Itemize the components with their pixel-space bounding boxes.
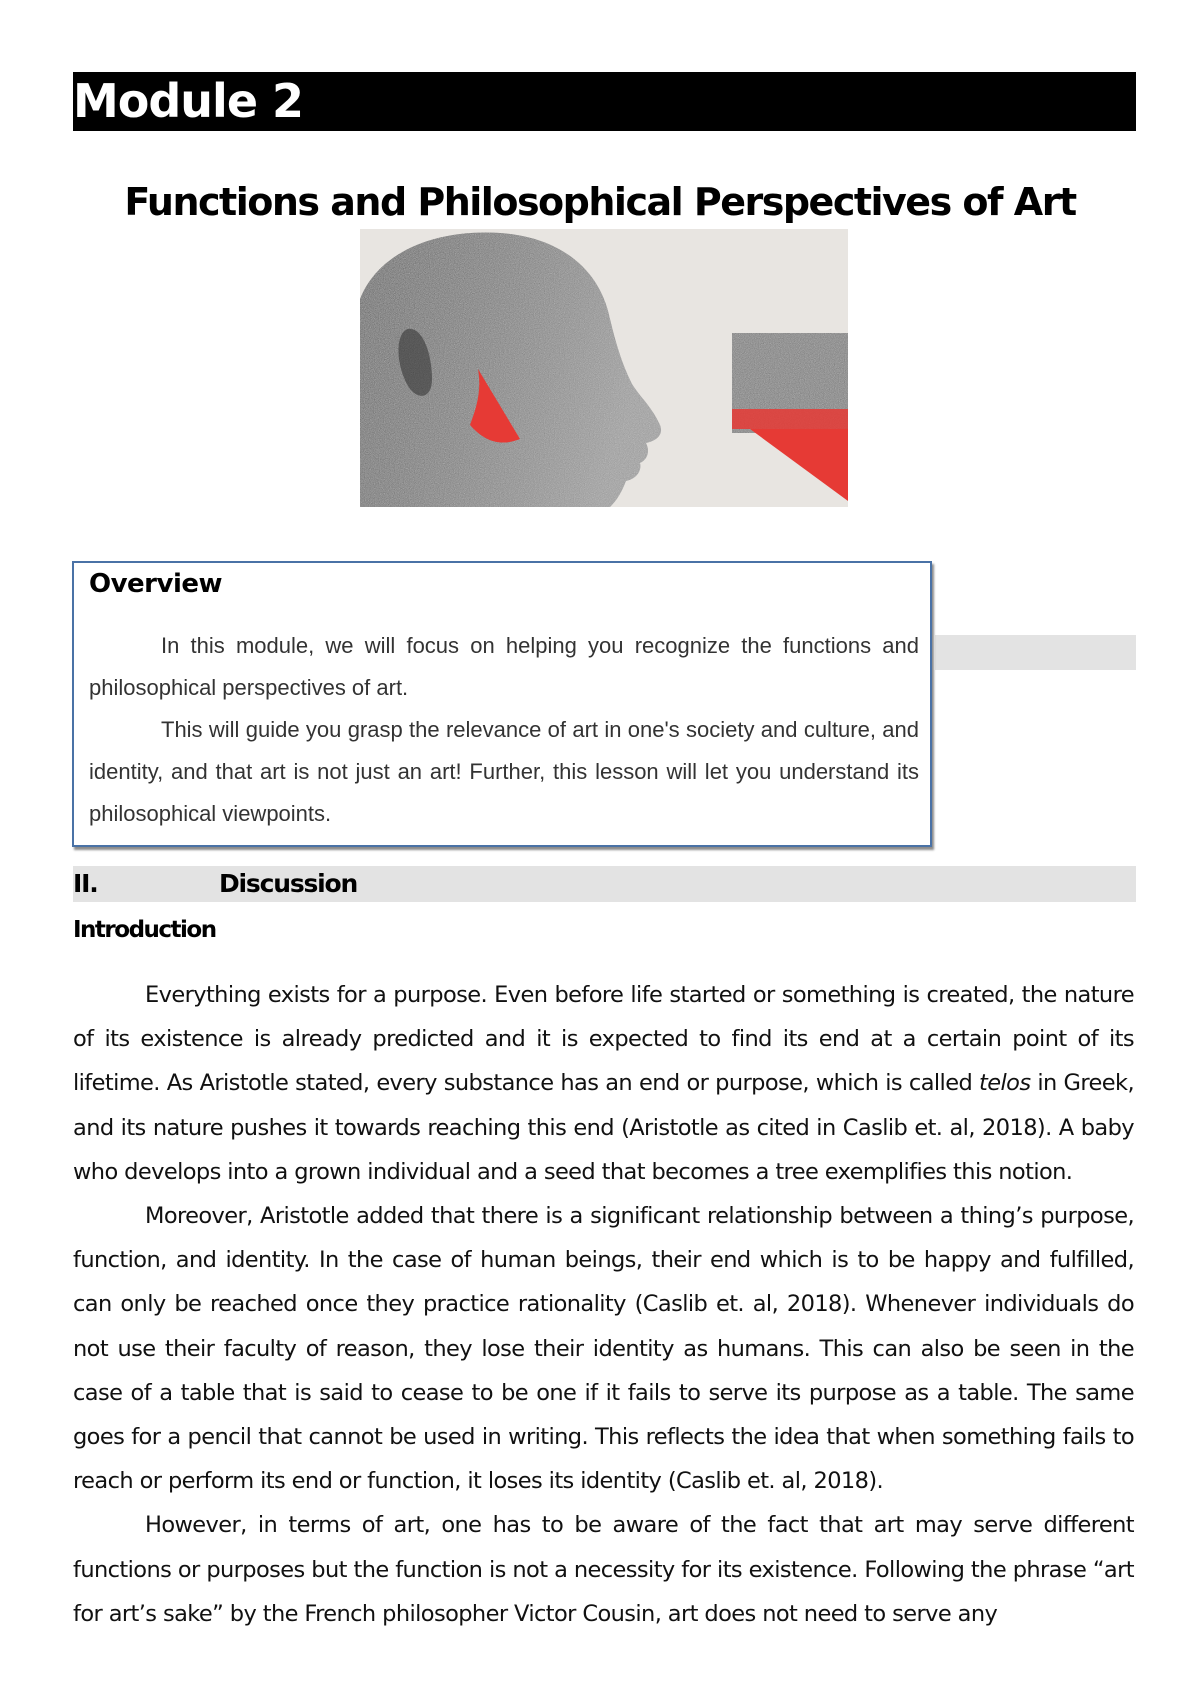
- decorative-grey-strip: [935, 635, 1136, 670]
- body-paragraph: [73, 973, 1134, 1194]
- overview-box: [72, 561, 932, 847]
- hero-image: [360, 229, 848, 507]
- body-paragraph: Moreover, Aristotle added that there is a significant relationship between a thing’s purpose, function, and identity. In the case of human beings, their end which is to be happy and fulfilled, can only be reached once they practice rationality (Caslib et. al, 2018). Whenever individuals do not use their faculty of reason, they lose their identity as humans. This can also be seen in the case of a table that is said to cease to be one if it fails to serve its purpose as a table. The same goes for a pencil that cannot be used in writing. This reflects the idea that when something fails to reach or perform its end or function, it loses its identity (Caslib et. al, 2018).: [73, 1203, 1134, 1495]
- page-title: Functions and Philosophical Perspectives of Art: [124, 180, 1076, 224]
- overview-heading: Overview: [89, 569, 223, 599]
- introduction-body: [73, 973, 1134, 1636]
- overview-paragraph: In this module, we will focus on helping you recognize the functions and philosophical perspectives of art.: [89, 633, 919, 700]
- section-title: Discussion: [219, 869, 358, 898]
- body-text-segment: in Greek, and its nature pushes it towards reaching this end (Aristotle as cited in Caslib et. al, 2018). A baby who develops into a grown individual and a seed that becomes a tree exemplifies this notion.: [73, 1070, 1135, 1185]
- overview-paragraph: This will guide you grasp the relevance of art in one's society and culture, and identity, and that art is not just an art! Further, this lesson will let you understand its philosophical viewpoints.: [89, 717, 919, 826]
- body-paragraph: However, in terms of art, one has to be aware of the fact that art may serve different functions or purposes but the function is not a necessity for its existence. Following the phrase “art for art’s sake” by the French philosopher Victor Cousin, art does not need to serve any: [73, 1512, 1134, 1627]
- module-header-bar: [73, 72, 1136, 131]
- module-label: Module 2: [73, 74, 304, 128]
- section-number: II.: [73, 869, 98, 898]
- introduction-heading: Introduction: [73, 917, 216, 943]
- italic-term: telos: [979, 1070, 1031, 1097]
- discussion-section-bar: [73, 866, 1136, 902]
- body-text-segment: Everything exists for a purpose. Even before life started or something is created, the nature of its existence is already predicted and it is expected to find its end at a certain point of its lifetime. As Aristotle stated, every substance has an end or purpose, which is called: [73, 982, 1134, 1097]
- overview-text: [89, 625, 919, 835]
- head-profile-illustration-icon: [360, 229, 848, 507]
